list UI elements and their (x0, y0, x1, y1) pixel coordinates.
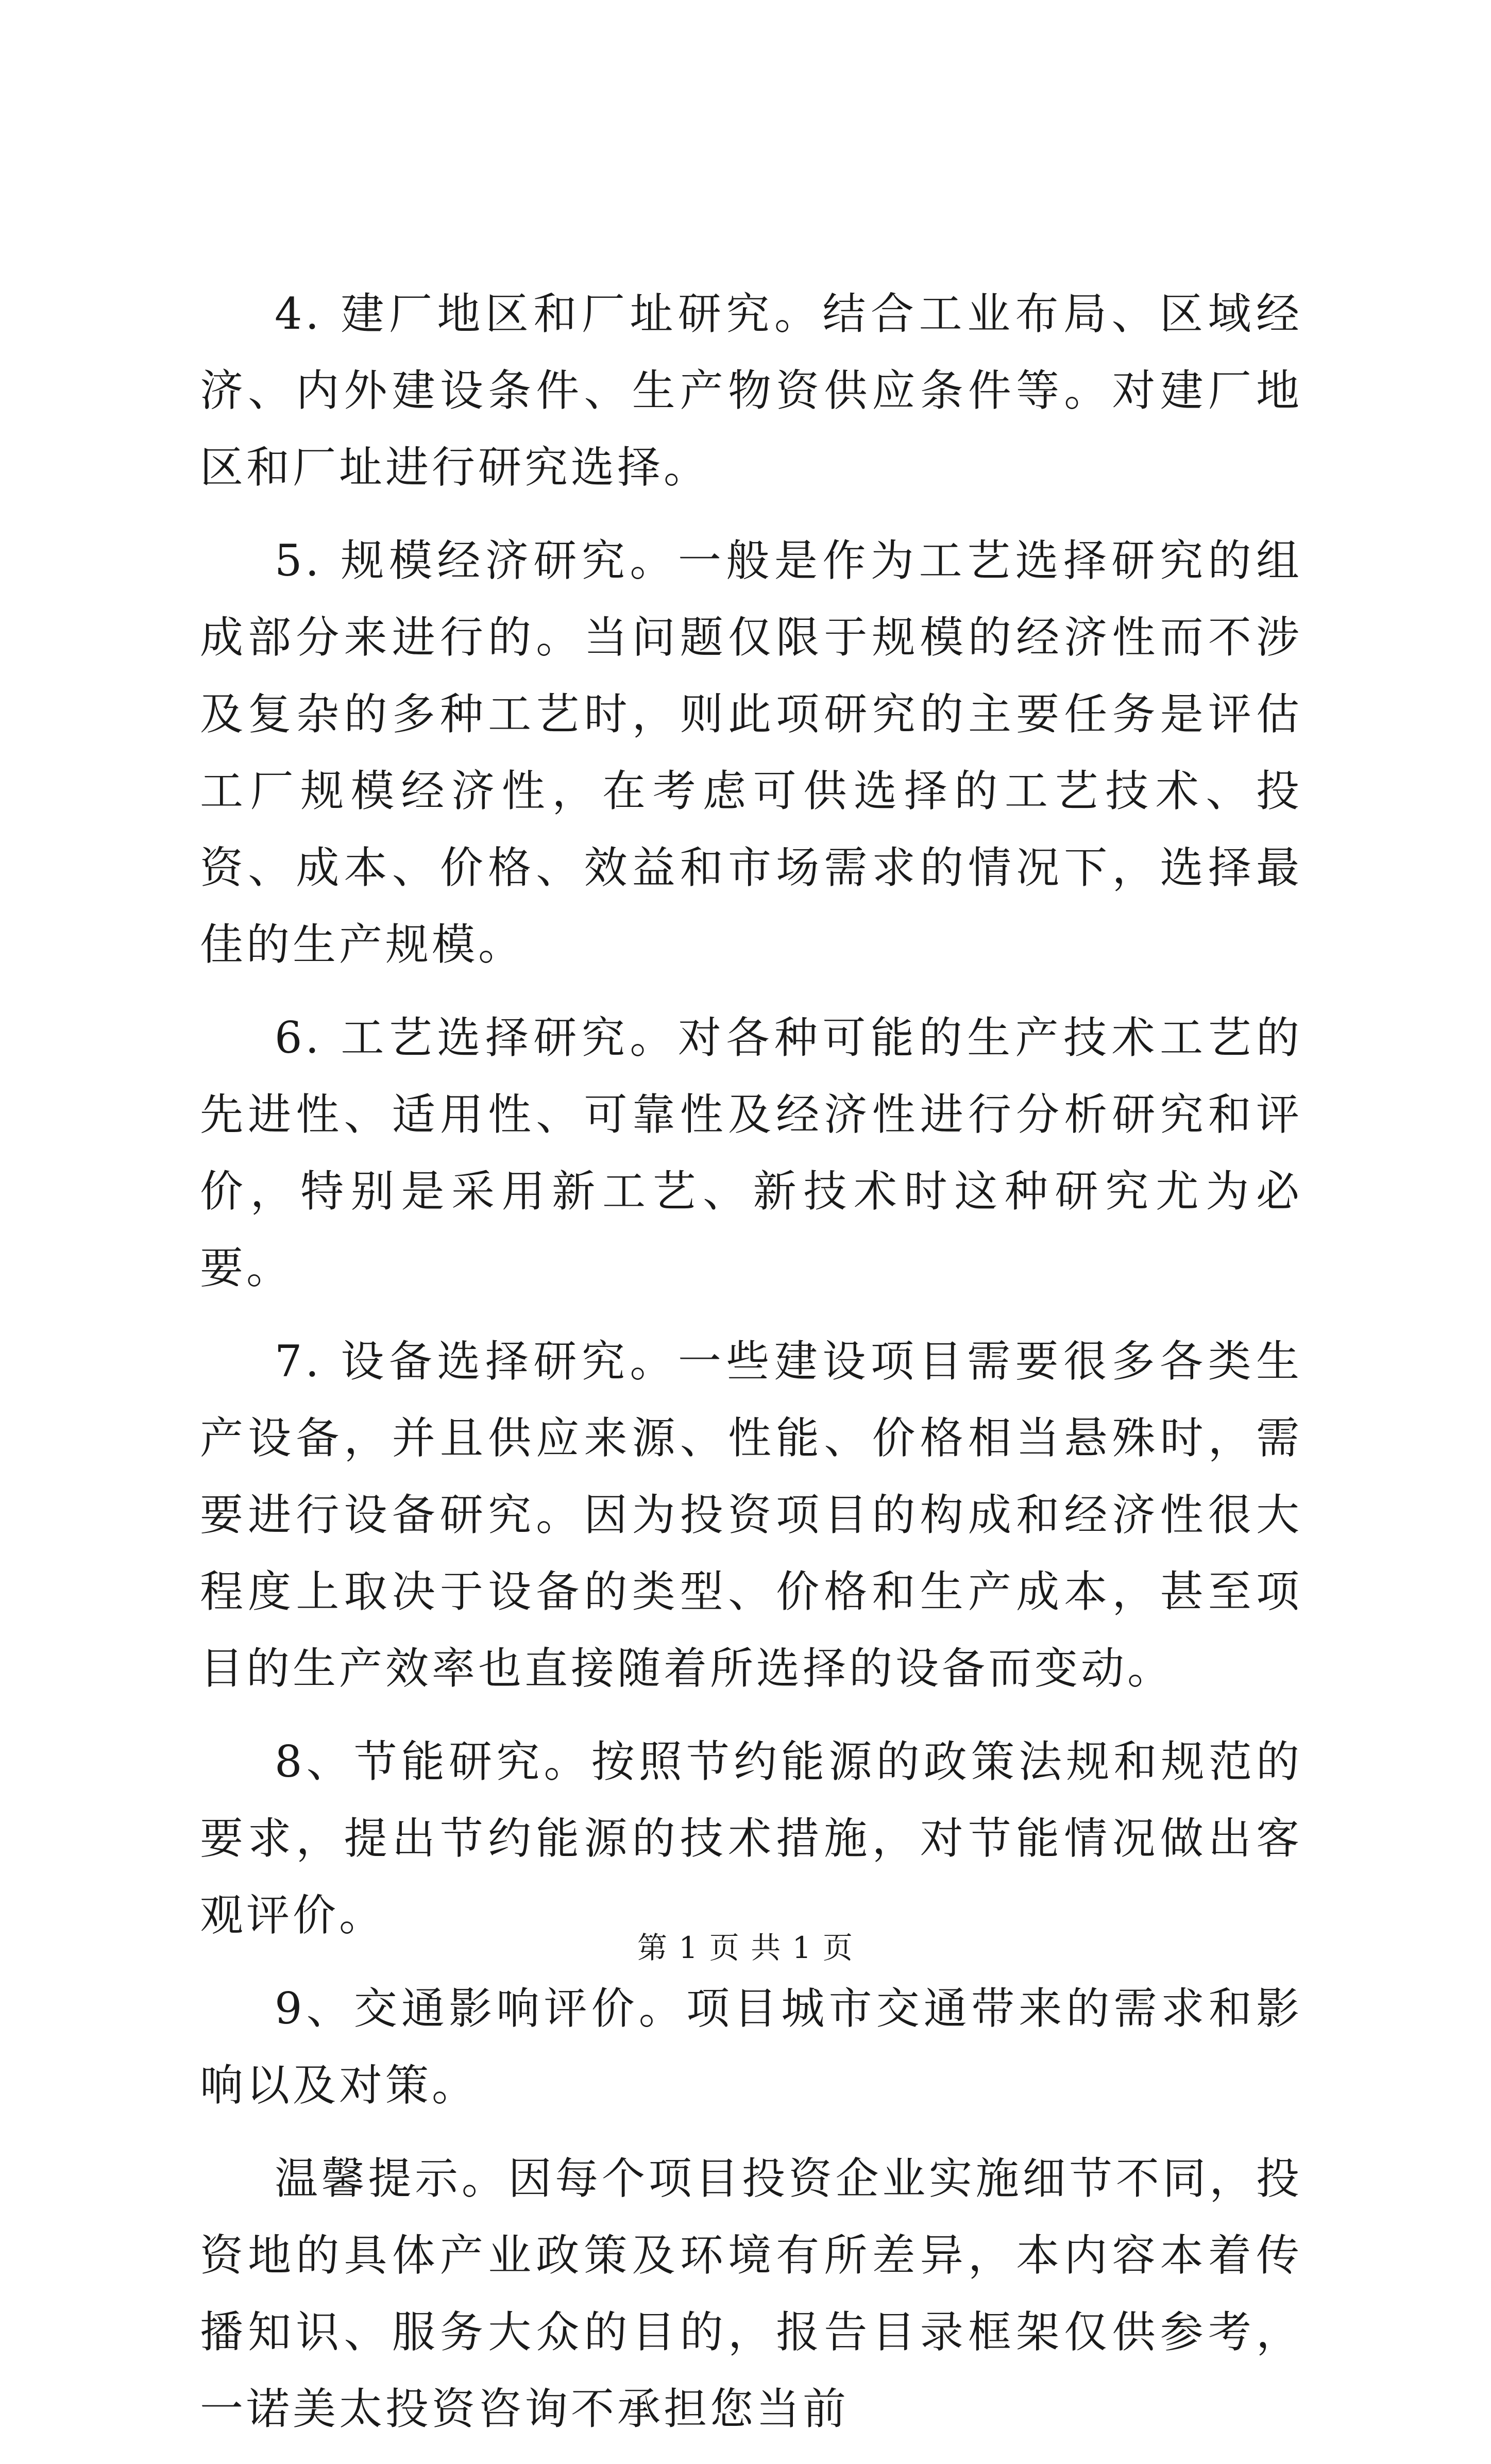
paragraph-scale-economy: 5. 规模经济研究。一般是作为工艺选择研究的组成部分来进行的。当问题仅限于规模的经济性而不涉及复杂的多种工艺时，则此项研究的主要任务是评估工厂规模经济性，在考虑可供选择的工艺技术、投资、成本、价格、效益和市场需求的情况下，选择最佳的生产规模。 (200, 535, 1302, 970)
document-body (200, 276, 1302, 2464)
paragraph-equipment-selection: 7. 设备选择研究。一些建设项目需要很多各类生产设备，并且供应来源、性能、价格相当悬殊时，需要进行设备研究。因为投资项目的构成和经济性很大程度上取决于设备的类型、价格和生产成本，甚至项目的生产效率也直接随着所选择的设备而变动。 (200, 1336, 1302, 1694)
page-footer: 第 1 页 共 1 页 (637, 1930, 854, 1965)
paragraph-reminder: 温馨提示。因每个项目投资企业实施细节不同，投资地的具体产业政策及环境有所差异，本内容本着传播知识、服务大众的目的，报告目录框架仅供参考，一诺美太投资咨询不承担您当前 (200, 2153, 1302, 2434)
paragraph-energy-saving: 8、节能研究。按照节约能源的政策法规和规范的要求，提出节约能源的技术措施，对节能情况做出客观评价。 (200, 1736, 1302, 1940)
paragraph-traffic-impact: 9、交通影响评价。项目城市交通带来的需求和影响以及对策。 (200, 1983, 1302, 2111)
paragraph-process-selection: 6. 工艺选择研究。对各种可能的生产技术工艺的先进性、适用性、可靠性及经济性进行分析研究和评价，特别是采用新工艺、新技术时这种研究尤为必要。 (200, 1012, 1302, 1293)
paragraph-site-study: 4. 建厂地区和厂址研究。结合工业布局、区域经济、内外建设条件、生产物资供应条件等。对建厂地区和厂址进行研究选择。 (200, 289, 1302, 493)
